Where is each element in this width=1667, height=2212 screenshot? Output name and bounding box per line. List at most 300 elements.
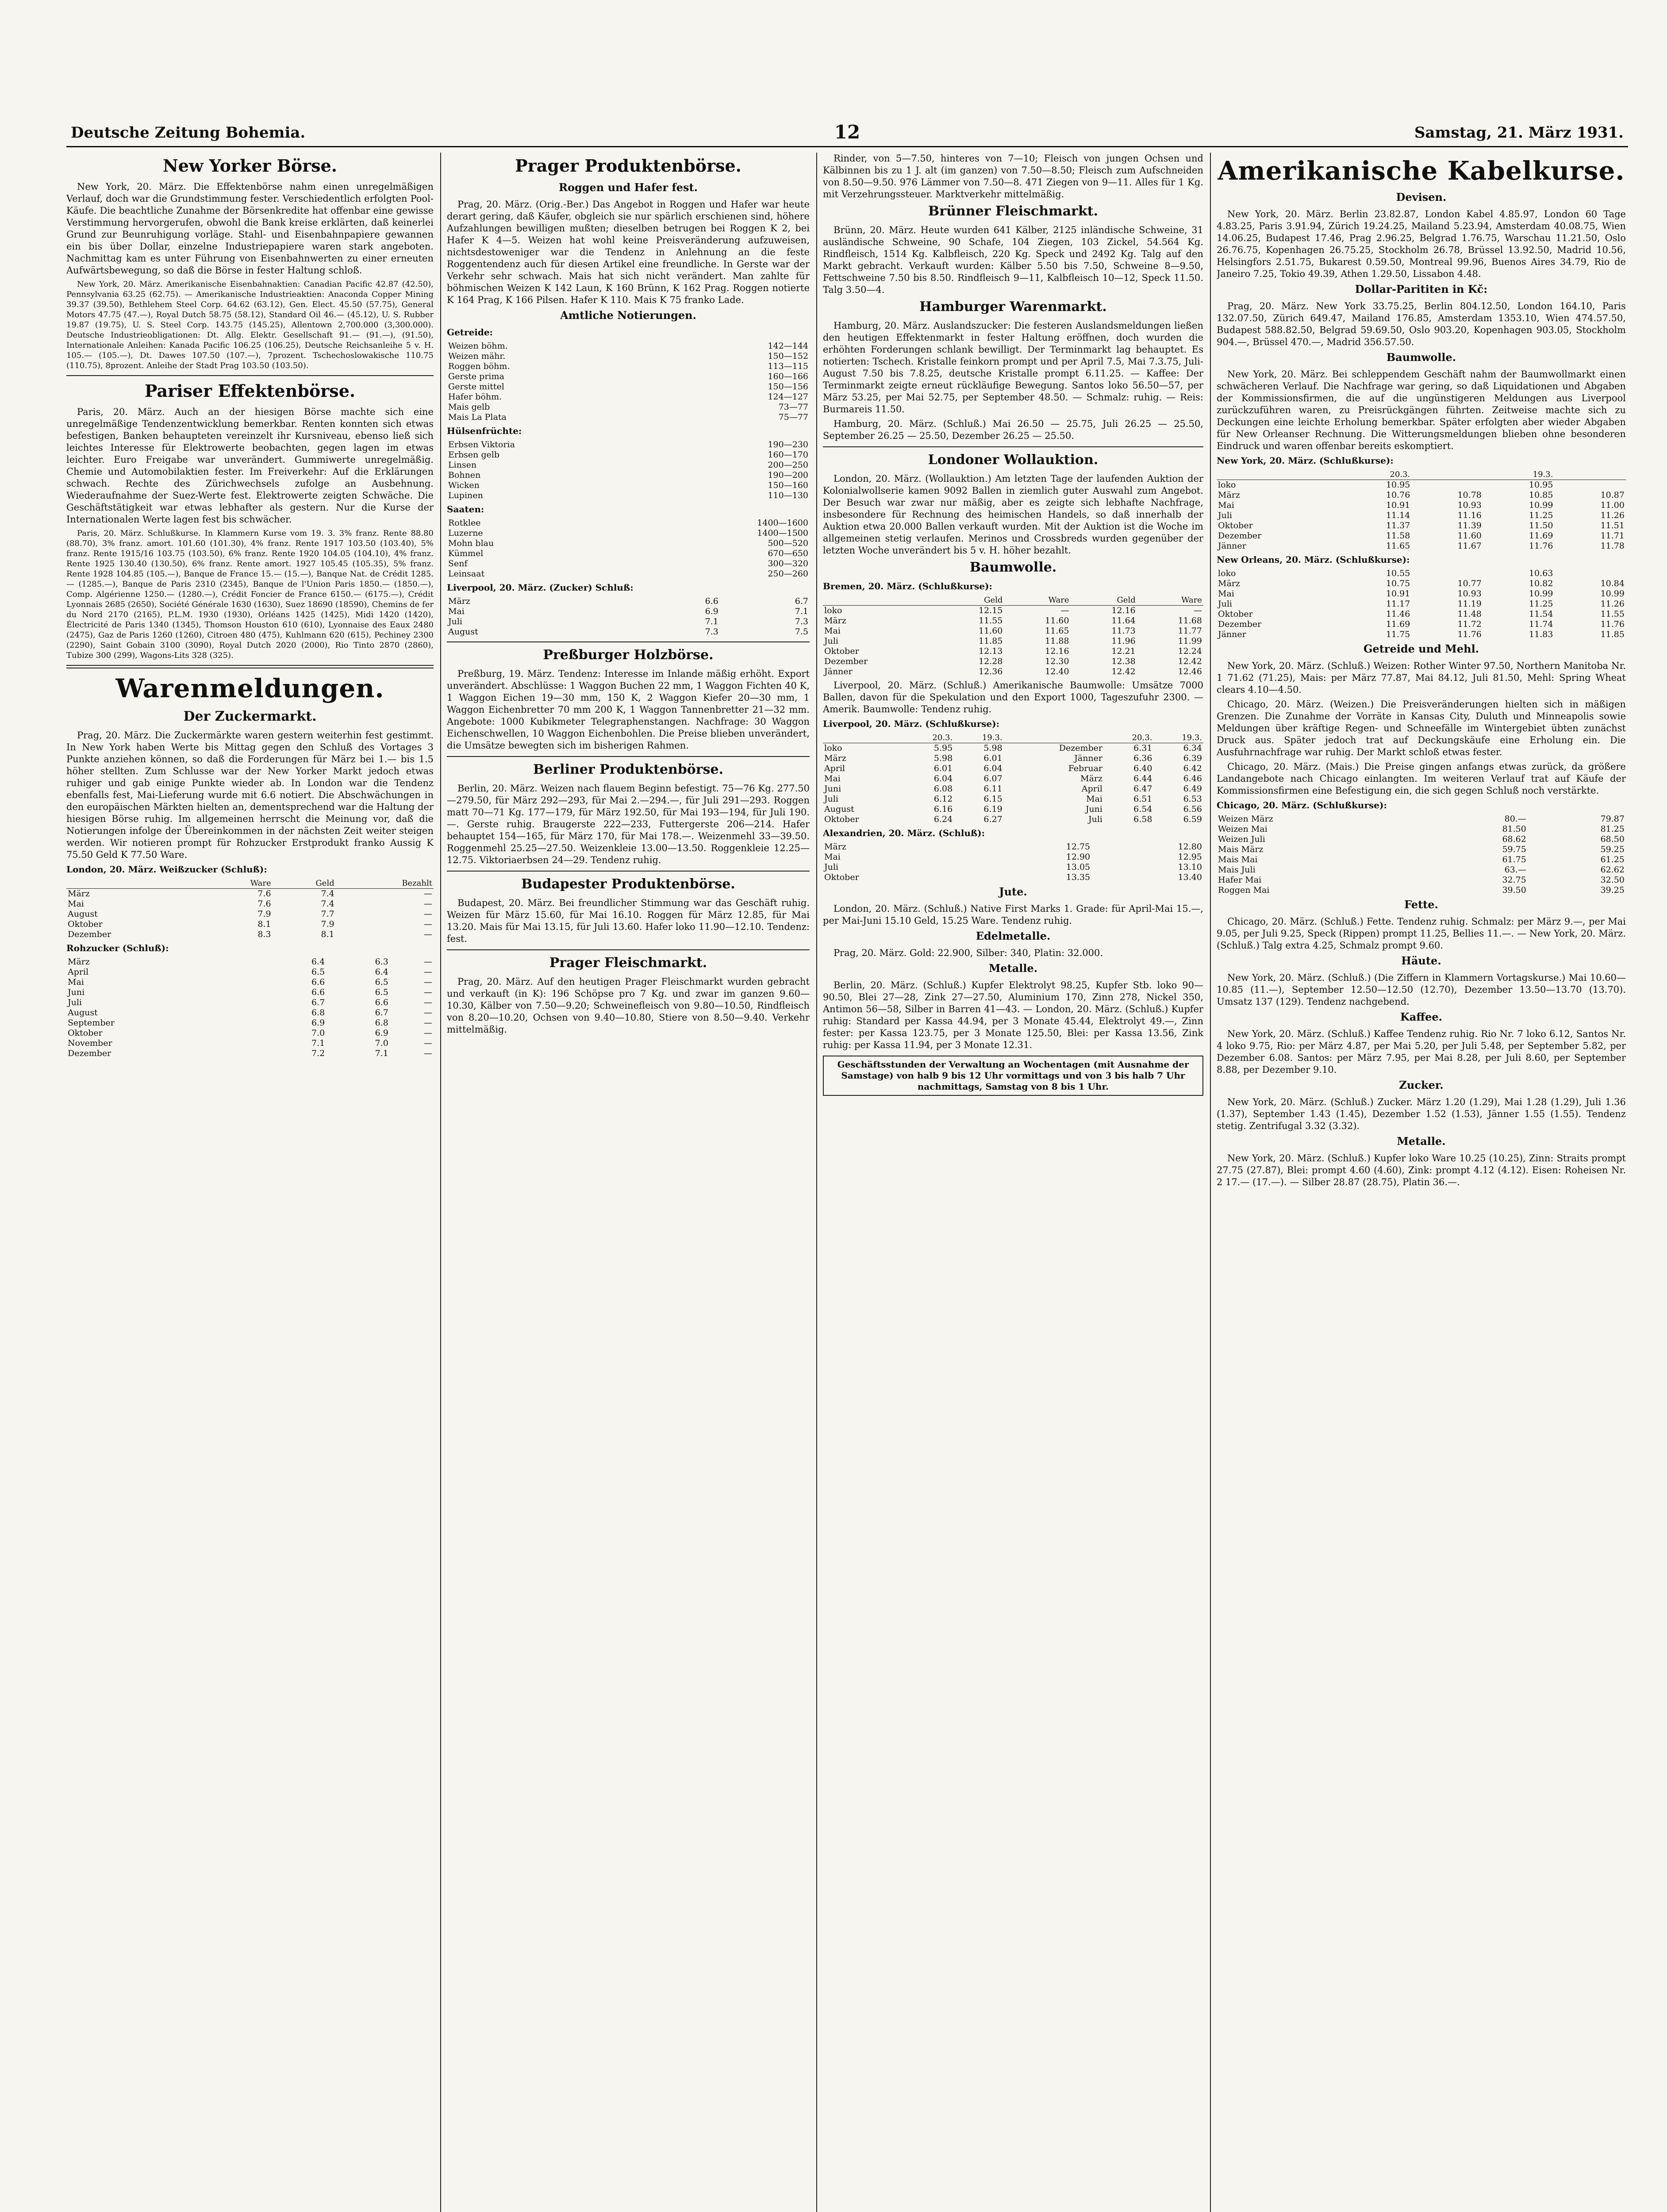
table-row: [447, 450, 810, 460]
table-header: 20.3.: [1340, 469, 1412, 480]
table-cell: 10.75: [1386, 579, 1410, 588]
table-cell: 6.6: [375, 998, 388, 1007]
table-cell: 6.08: [933, 784, 953, 794]
prager-produktenboerse-heading: Prager Produktenbörse.: [515, 156, 741, 176]
table-cell: 13.05: [1066, 862, 1091, 872]
table-cell: Gerste mittel: [448, 382, 504, 392]
kaffee-report: New York, 20. März. (Schluß.) Kaffee Tendenz ruhig. Rio Nr. 7 loko 6.12, Santos Nr. 4 loko 9.75, Rio: per März 4.87, per Mai 5.20, per Juli 5.48, per September 5.82, per Dezember 6.08. Santos: per März 7.95, per Mai 8.28, per Juli 8.60, per September 8.88, per Dezember 9.10.: [1217, 1029, 1626, 1075]
table-cell: 10.95: [1386, 480, 1410, 490]
table-cell: 1400—1600: [757, 518, 808, 528]
table-cell: 11.85: [1600, 630, 1625, 639]
table-row: [1217, 609, 1626, 619]
table-cell: Juli: [1088, 814, 1102, 824]
table-cell: 6.6: [311, 977, 325, 987]
table-cell: März: [1080, 774, 1102, 783]
table-cell: 11.68: [1178, 616, 1202, 626]
new-orleans-cotton-caption: New Orleans, 20. März. (Schlußkurse):: [1217, 554, 1410, 565]
devisen-report: New York, 20. März. Berlin 23.82.87, London Kabel 4.85.97, London 60 Tage 4.83.25, Paris 3.91.94, Zürich 19.24.25, Mailand 5.23.94, Amsterdam 40.08.75, Wien 14.06.25, Budapest 17.46, Prag 2.96.25, Belgrad 1.76.75, Warschau 11.21.50, Oslo 26.76.75, Kopenhagen 26.75.25, Stockholm 26.78, Brüssel 13.92.50, Madrid 10.56, Helsingfors 2.51.75, Bukarest 0.59.50, Montreal 99.96, Buenos Aires 34.79, Rio de Janeiro 7.25, Tokio 49.39, Athen 1.29.50, Lissabon 4.48.: [1217, 209, 1626, 279]
table-cell: —: [424, 1038, 432, 1048]
table-cell: 11.71: [1600, 531, 1625, 541]
table-row: [1217, 480, 1626, 491]
baumwolle-heading: Baumwolle.: [1386, 351, 1456, 364]
table-cell: 11.67: [1457, 541, 1482, 551]
table-cell: 81.25: [1600, 824, 1625, 834]
table-row: [1217, 568, 1626, 579]
table-cell: 11.26: [1600, 599, 1625, 609]
table-cell: 12.30: [1045, 657, 1069, 666]
table-cell: 11.46: [1386, 609, 1410, 619]
table-cell: März: [1218, 490, 1240, 500]
table-cell: Hafer Mai: [1218, 875, 1262, 885]
table-cell: 11.65: [1045, 626, 1069, 636]
table-cell: loko: [824, 606, 842, 615]
table-row: [1217, 531, 1626, 541]
table-cell: 6.8: [311, 1008, 325, 1018]
table-cell: 11.83: [1529, 630, 1553, 639]
table-row: [66, 889, 434, 899]
huelsenfruechte-table: [447, 440, 810, 501]
table-cell: Mais März: [1218, 845, 1264, 854]
office-hours-notice: Geschäftsstunden der Verwaltung an Wochentagen (mit Ausnahme der Samstage) von halb 9 bis 12 Uhr vormittags und von 3 bis halb 7 Uhr nachmittags, Samstag von 8 bis 1 Uhr.: [823, 1056, 1203, 1096]
ny-boerse-quotes: New York, 20. März. Amerikanische Eisenbahnaktien: Canadian Pacific 42.87 (42.50), Pennsylvania 63.25 (62.75). — Amerikanische Industrieaktien: Anaconda Copper Mining 39.37 (39.50), Bethlehem Steel Corp. 64.62 (63.12), Gen. Elect. 45.50 (57.75), General Motors 47.75 (47.—), Royal Dutch 58.75 (58.12), Standard Oil 46.— (45.12), U. S. Rubber 19.87 (19.75), U. S. Steel Corp. 143.75 (145.25), Allentown 2,700.000 (3,300.000). Deutsche Industrieobligationen: Dt. Allg. Elektr. Gesellschaft 91.— (91.—), (91.50), Internationale Anleihen: Kanada Pacific 106.25 (106.25), Deutsche Reichsanleihe 5 v. H. 105.— (105.—), Dt. Dawes 107.50 (107.—), 7prozent. Tschechoslowakische 110.75 (110.75), 8prozent. Anleihe der Stadt Prag 103.50 (103.50).: [66, 280, 434, 370]
table-row: [823, 626, 1203, 636]
table-row: [66, 967, 434, 977]
table-cell: 11.14: [1386, 511, 1410, 520]
table-row: [823, 862, 1203, 872]
table-row: [447, 351, 810, 361]
table-row: [447, 372, 810, 382]
table-cell: 11.78: [1600, 541, 1625, 551]
table-cell: 10.55: [1386, 568, 1410, 578]
pressburger-holzboerse-heading: Preßburger Holzbörse.: [543, 647, 714, 663]
table-row: [823, 814, 1203, 825]
table-cell: —: [424, 899, 432, 909]
table-cell: Kümmel: [448, 549, 484, 558]
table-row: [447, 491, 810, 501]
table-cell: Juli: [448, 617, 463, 626]
table-cell: 500—520: [768, 538, 808, 548]
table-cell: 6.47: [1133, 784, 1152, 794]
table-cell: August: [824, 804, 854, 814]
table-row: [66, 987, 434, 998]
table-cell: 11.60: [1457, 531, 1482, 541]
table-row: [823, 774, 1203, 784]
table-row: [66, 977, 434, 987]
table-cell: 11.88: [1045, 636, 1069, 646]
table-cell: 6.9: [375, 1028, 388, 1038]
table-cell: 11.25: [1529, 511, 1553, 520]
table-row: [1217, 875, 1626, 885]
table-row: [823, 606, 1203, 616]
table-cell: 6.8: [375, 1018, 388, 1028]
dollar-paritaeten-heading: Dollar-Parititen in Kč:: [1355, 283, 1488, 296]
table-row: [1217, 541, 1626, 551]
table-cell: 8.1: [321, 929, 334, 939]
table-cell: 11.39: [1457, 521, 1482, 530]
table-cell: 6.16: [933, 804, 953, 814]
table-cell: 39.25: [1600, 885, 1625, 895]
table-cell: 6.51: [1133, 794, 1152, 804]
table-cell: 12.38: [1111, 657, 1136, 666]
table-cell: Mai: [824, 626, 841, 636]
dollar-paritaeten-report: Prag, 20. März. New York 33.75.25, Berlin 804.12.50, London 164.10, Paris 132.07.50, Zürich 649.47, Mailand 176.85, Amsterdam 1353.10, Wien 474.57.50, Budapest 588.82.50, Belgrad 59.69.50, Oslo 903.20, Kopenhagen 903.05, Stockholm 904.—, Brüssel 470.—, Madrid 356.57.50.: [1217, 301, 1626, 347]
table-header: 19.3.: [1483, 469, 1555, 480]
table-row: [447, 440, 810, 450]
berliner-produktenboerse-report: Berlin, 20. März. Weizen nach flauem Beginn befestigt. 75—76 Kg. 277.50—279.50, für März 292—293, für Mai 2.—294.—, für Juli 291—293. Roggen matt 70—71 Kg. 177—179, für März 192.50, für Mai 193—194, für Juli 190.—. Gerste ruhig. Braugerste 222—233, Futtergerste 206—214. Hafer behauptet 154—165, für März 170, für Mai 178.—. Weizenmehl 33—39.50. Roggenmehl 25.25—27.50. Weizenkleie 13.00—13.50. Roggenkleie 12.25—12.75. Viktoriaerbsen 24—29. Tendenz ruhig.: [447, 783, 810, 865]
table-cell: 6.46: [1183, 774, 1202, 783]
chicago-grain-table: [1217, 814, 1626, 895]
table-cell: 11.76: [1457, 630, 1482, 639]
table-row: [66, 919, 434, 929]
table-cell: Jänner: [1218, 630, 1246, 639]
london-sugar-table: [66, 878, 434, 940]
table-cell: 190—200: [768, 470, 808, 480]
table-cell: August: [448, 627, 478, 637]
table-cell: 11.69: [1386, 619, 1410, 629]
table-cell: 73—77: [778, 402, 808, 412]
masthead: [66, 119, 1628, 147]
table-cell: Gerste prima: [448, 372, 504, 381]
kaffee-heading: Kaffee.: [1400, 1010, 1442, 1023]
table-row: [1217, 589, 1626, 599]
table-cell: 11.19: [1457, 599, 1482, 609]
table-cell: 6.31: [1133, 743, 1152, 753]
table-cell: 6.54: [1133, 804, 1152, 814]
metalle-heading: Metalle.: [1397, 1135, 1446, 1148]
table-row: [66, 957, 434, 967]
table-cell: 124—127: [768, 392, 808, 402]
pressburger-holzboerse-report: Preßburg, 19. März. Tendenz: Interesse im Inlande mäßig erhöht. Export unverändert. Abschlüsse: 1 Waggon Buchen 22 mm, 1 Waggon Fichten 40 K, 1 Waggon Eichen 19—30 mm, 150 K, 2 Waggon Kiefer 20—30 mm, 1 Waggon Eichenbretter 70 mm 200 K, 1 Waggon Tannenbretter 21—32 mm. Angebote: 1000 Kubikmeter Telegraphenstangen. Nachfrage: 30 Waggon Eichenschwellen, 10 Waggon Eichenbohlen. Die Preise blieben unverändert, die Umsätze bewegten sich im bisherigen Rahmen.: [447, 668, 810, 751]
table-cell: Mais Mai: [1218, 855, 1258, 864]
table-cell: 6.44: [1133, 774, 1152, 783]
table-cell: Oktober: [68, 919, 103, 929]
table-cell: 6.53: [1183, 794, 1202, 804]
table-row: [447, 361, 810, 372]
table-cell: 10.95: [1529, 480, 1553, 490]
table-row: [447, 392, 810, 402]
divider: [447, 949, 810, 950]
table-cell: —: [424, 967, 432, 977]
table-cell: 8.3: [257, 929, 271, 939]
table-cell: 11.58: [1386, 531, 1410, 541]
table-row: [447, 341, 810, 351]
table-row: [1217, 855, 1626, 865]
table-cell: Leinsaat: [448, 569, 485, 579]
devisen-heading: Devisen.: [1396, 191, 1447, 204]
table-cell: Oktober: [824, 646, 859, 656]
table-cell: 12.42: [1111, 667, 1136, 676]
table-cell: Mai: [824, 774, 841, 783]
table-cell: 10.82: [1529, 579, 1553, 588]
table-cell: 12.90: [1066, 852, 1091, 862]
table-cell: 190—230: [768, 440, 808, 449]
table-cell: 10.84: [1600, 579, 1625, 588]
table-cell: Weizen März: [1218, 814, 1273, 824]
table-cell: 6.59: [1183, 814, 1202, 824]
table-cell: 75—77: [778, 412, 808, 422]
zucker-report: New York, 20. März. (Schluß.) Zucker. März 1.20 (1.29), Mai 1.28 (1.29), Juli 1.36 (1.37), September 1.43 (1.45), Dezember 1.52 (1.53), Jänner 1.55 (1.55). Tendenz stetig. Zentrifugal 3.32 (3.32).: [1217, 1097, 1626, 1131]
table-cell: 10.76: [1386, 490, 1410, 500]
table-header-row: [823, 595, 1203, 606]
alexandrien-cotton-table: [823, 842, 1203, 883]
table-cell: Dezember: [824, 657, 868, 666]
table-cell: 11.00: [1600, 500, 1625, 510]
table-cell: Juli: [824, 794, 839, 804]
table-cell: März: [824, 616, 846, 626]
table-cell: 7.9: [257, 909, 271, 919]
table-row: [1217, 490, 1626, 500]
table-cell: 12.16: [1111, 606, 1136, 615]
table-cell: April: [1081, 784, 1102, 794]
paris-boerse-quotes: Paris, 20. März. Schlußkurse. In Klammern Kurse vom 19. 3. 3% franz. Rente 88.80 (88.70), 3% franz. amort. 101.60 (101.30), 4% franz. Rente 1917 103.50 (103.40), 5% franz. Rente 1915/16 103.75 (103.50), 6% franz. Rente 1920 104.05 (104.10), 4% franz. Rente 1925 130.40 (130.50), 6% franz. Rente amort. 1927 105.45 (105.35), 5% franz. Rente 1928 104.85 (105.—), Banque de France 15.— (15.—), Banque Nat. de Crédit 1285.— (1285.—), Banque de Paris 2310 (2345), Banque de l'Union Paris 1850.— (1850.—), Comp. Algérienne 1250.— (1280.—), Crédit Foncier de France 6150.— (6175.—), Crédit Lyonnais 2685 (2650), Société Générale 1630 (1630), Suez 18690 (18590), Chemins de fer du Nord 2170 (2165), P.L.M. 1930 (1930), Orléans 1425 (1425), Midi 1420 (1420), Électricité de Paris 1340 (1345), Thomson Houston 610 (610), Lyonnaise des Eaux 2480 (2475), Gaz de Paris 1260 (1260), Citroen 480 (475), Kuhlmann 620 (615), Pechiney 2300 (2290), Saint Gobain 3100 (3090), Royal Dutch 2020 (2000), Rio Tinto 2870 (2860), Tubize 300 (299), Wagons-Lits 328 (325).: [66, 529, 434, 660]
table-cell: Weizen böhm.: [448, 341, 508, 351]
table-cell: 11.65: [1386, 541, 1410, 551]
table-cell: Mai: [1218, 500, 1234, 510]
column-rule: [440, 153, 441, 2212]
rohzucker-table: [66, 957, 434, 1059]
table-cell: Mai: [68, 899, 84, 909]
table-row: [447, 480, 810, 491]
table-cell: Erbsen gelb: [448, 450, 500, 460]
table-cell: 200—250: [768, 460, 808, 470]
table-cell: Dezember: [1059, 743, 1102, 753]
table-cell: 7.6: [257, 889, 271, 899]
table-cell: Weizen mähr.: [448, 351, 506, 361]
metalle-report: Berlin, 20. März. (Schluß.) Kupfer Elektrolyt 98.25, Kupfer Stb. loko 90—90.50, Blei 27—28, Zink 27—27.50, Aluminium 170, Zinn 278, Nickel 350, Antimon 56—58, Silber in Barren 41—43. — London, 20. März. (Schluß.) Kupfer ruhig: Standard per Kassa 44.94, per 3 Monate 45.44, Elektrolyt 49.—, Zinn fester: per Kassa 123.75, per 3 Monate 125.50, Blei: per Kassa 13.56, Zink ruhig: per Kassa 11.94, per 3 Monate 12.31.: [823, 980, 1203, 1050]
table-header: Ware: [1004, 595, 1070, 606]
table-cell: Lupinen: [448, 491, 483, 500]
table-cell: Juli: [824, 862, 839, 872]
hamburg-kaffee-report: Hamburg, 20. März. (Schluß.) Mai 26.50 — 25.75, Juli 26.25 — 25.50, September 26.25 — 25.50, Dezember 26.25 — 25.50.: [823, 419, 1203, 441]
column-3: [823, 153, 1203, 2212]
table-row: [66, 1038, 434, 1048]
table-cell: 6.9: [705, 607, 718, 616]
baumwolle-report: New York, 20. März. Bei schleppendem Geschäft nahm der Baumwollmarkt einen schwächeren Verlauf. Die Nachfrage war gering, so daß Liquidationen und Abgaben der Kommissionsfirmen, die auf die ungünstigeren Meldungen aus Liverpool zurückzuführen waren, zu Preisrückgängen führten. Zeitweise machte sich zu Deckungen eine leichte Erholung bemerkbar. Später erfolgten aber wieder Abgaben für New Orleanser Rechnung. Die Witterungsmeldungen blieben ohne besonderen Eindruck und waren offenbar bereits eskomptiert.: [1217, 369, 1626, 451]
table-cell: —: [424, 929, 432, 939]
table-row: [1217, 865, 1626, 875]
table-row: [447, 518, 810, 528]
table-cell: 10.93: [1457, 589, 1482, 599]
table-header: 19.3.: [1153, 733, 1203, 743]
table-cell: 11.48: [1457, 609, 1482, 619]
table-cell: 113—115: [768, 361, 808, 371]
column-rule: [816, 153, 817, 2212]
table-cell: August: [68, 909, 98, 919]
table-cell: 59.75: [1502, 845, 1526, 854]
table-row: [1217, 845, 1626, 855]
table-cell: 11.25: [1529, 599, 1553, 609]
table-cell: 150—156: [768, 382, 808, 392]
table-cell: 11.55: [1600, 609, 1625, 619]
table-cell: Jänner: [1074, 753, 1102, 763]
table-cell: [1554, 568, 1626, 579]
hamburger-warenmarkt-heading: Hamburger Warenmarkt.: [919, 299, 1107, 315]
table-cell: 6.7: [375, 1008, 388, 1018]
column-2: [447, 153, 810, 2212]
table-cell: 6.49: [1183, 784, 1202, 794]
table-row: [447, 538, 810, 549]
table-cell: 7.6: [257, 899, 271, 909]
table-cell: 11.16: [1457, 511, 1482, 520]
table-cell: 11.55: [978, 616, 1003, 626]
table-cell: 12.36: [978, 667, 1003, 676]
getreide-mehl-heading: Getreide und Mehl.: [1363, 642, 1479, 655]
bremen-caption: Bremen, 20. März. (Schlußkurse):: [823, 581, 992, 591]
table-cell: 12.16: [1045, 646, 1069, 656]
table-cell: 13.35: [1066, 872, 1091, 882]
metalle-report: New York, 20. März. (Schluß.) Kupfer loko Ware 10.25 (10.25), Zinn: Straits prompt 27.75 (27.87), Blei: prompt 4.60 (4.60), Zink: prompt 4.12 (4.12). Eisen: Roheisen Nr. 2 17.— (17.—). — Silber 28.87 (28.75), Platin 36.—.: [1217, 1153, 1626, 1187]
table-cell: Oktober: [824, 872, 859, 882]
table-cell: Oktober: [68, 1028, 103, 1038]
table-cell: [1411, 568, 1483, 579]
table-cell: 11.37: [1386, 521, 1410, 530]
table-cell: 7.3: [795, 617, 808, 626]
table-cell: 6.58: [1133, 814, 1152, 824]
table-cell: Mais La Plata: [448, 412, 507, 422]
table-cell: 11.54: [1529, 609, 1553, 619]
new-orleans-cotton-table: [1217, 568, 1626, 640]
table-cell: 10.99: [1529, 589, 1553, 599]
table-cell: loko: [824, 743, 842, 753]
table-cell: 670—650: [768, 549, 808, 558]
masthead-date: Samstag, 21. März 1931.: [1414, 124, 1624, 142]
table-header: 19.3.: [954, 733, 1003, 743]
table-cell: —: [424, 1048, 432, 1058]
table-cell: 7.1: [705, 617, 718, 626]
table-cell: 10.87: [1600, 490, 1625, 500]
table-cell: 12.28: [978, 657, 1003, 666]
table-row: [1217, 500, 1626, 511]
divider: [66, 375, 434, 376]
table-header: 20.3.: [1104, 733, 1153, 743]
table-cell: September: [68, 1018, 115, 1028]
table-cell: 150—160: [768, 480, 808, 490]
table-cell: 250—260: [768, 569, 808, 579]
getreide-table: [447, 341, 810, 422]
table-cell: 11.85: [978, 636, 1003, 646]
table-cell: April: [68, 967, 89, 977]
table-row: [447, 607, 810, 617]
table-cell: 39.50: [1502, 885, 1526, 895]
table-cell: 10.91: [1386, 500, 1410, 510]
divider: [447, 641, 810, 642]
table-cell: 6.01: [983, 753, 1003, 763]
prager-subheading: Roggen und Hafer fest.: [559, 181, 698, 194]
table-cell: 79.87: [1600, 814, 1625, 824]
table-cell: Mai: [68, 977, 84, 987]
table-row: [447, 596, 810, 607]
liverpool-sugar-table: [447, 596, 810, 637]
table-cell: —: [424, 1018, 432, 1028]
table-cell: 6.07: [983, 774, 1003, 783]
table-cell: März: [824, 842, 846, 852]
table-row: [447, 627, 810, 637]
table-row: [1217, 511, 1626, 521]
table-cell: 6.39: [1183, 753, 1202, 763]
table-header: Geld: [1071, 595, 1137, 606]
prager-fleischmarkt-heading: Prager Fleischmarkt.: [549, 955, 707, 971]
table-cell: 7.9: [321, 919, 334, 929]
table-cell: Roggen Mai: [1218, 885, 1270, 895]
table-cell: Mai: [1086, 794, 1102, 804]
chicago-weizen-report: Chicago, 20. März. (Weizen.) Die Preisveränderungen hielten sich in mäßigen Grenzen. Die Zunahme der Vorräte in Kansas City, Duluth und Minneapolis sowie Meldungen über kräftige Regen- und Schneefälle im Wintergebiet übten zunächst Druck aus. Später jedoch trat auf Deckungskäufe eine Erholung ein. Die Ausfuhrnachfrage war ruhig. Der Markt schloß etwas fester.: [1217, 699, 1626, 757]
table-cell: 68.50: [1600, 834, 1625, 844]
table-cell: 7.1: [311, 1038, 325, 1048]
table-cell: 6.36: [1133, 753, 1152, 763]
table-cell: 6.42: [1183, 764, 1202, 773]
table-row: [1217, 599, 1626, 609]
edelmetalle-heading: Edelmetalle.: [976, 929, 1051, 942]
liverpool-cotton-table: [823, 733, 1203, 825]
table-cell: Juli: [68, 998, 82, 1007]
table-cell: 61.25: [1600, 855, 1625, 864]
table-cell: Dezember: [1218, 619, 1262, 629]
table-cell: 6.7: [795, 596, 808, 606]
table-cell: Dezember: [68, 929, 111, 939]
table-cell: Senf: [448, 559, 468, 568]
table-row: [447, 569, 810, 579]
table-row: [447, 617, 810, 627]
table-cell: Erbsen Viktoria: [448, 440, 515, 449]
kabelkurse-heading: Amerikanische Kabelkurse.: [1218, 156, 1625, 186]
table-row: [66, 929, 434, 940]
table-cell: Februar: [1068, 764, 1102, 773]
table-cell: 32.75: [1502, 875, 1526, 885]
masthead-paper-name: Deutsche Zeitung Bohemia.: [71, 124, 306, 142]
table-cell: Rotklee: [448, 518, 481, 528]
table-cell: 300—320: [768, 559, 808, 568]
table-cell: 11.96: [1111, 636, 1136, 646]
table-cell: 68.62: [1502, 834, 1526, 844]
table-cell: 10.85: [1529, 490, 1553, 500]
table-cell: —: [424, 957, 432, 967]
table-cell: 12.40: [1045, 667, 1069, 676]
table-cell: Mohn blau: [448, 538, 494, 548]
table-row: [447, 460, 810, 470]
column-rule: [1210, 153, 1211, 2212]
table-cell: 7.5: [795, 627, 808, 637]
haeute-heading: Häute.: [1401, 954, 1441, 967]
table-cell: November: [68, 1038, 112, 1048]
table-cell: März: [824, 753, 846, 763]
table-row: [66, 909, 434, 919]
table-cell: 13.10: [1178, 862, 1202, 872]
table-cell: 6.4: [375, 967, 388, 977]
table-cell: 32.50: [1600, 875, 1625, 885]
table-cell: 12.80: [1178, 842, 1202, 852]
huelsenfruechte-caption: Hülsenfrüchte:: [447, 426, 522, 436]
table-cell: 11.74: [1529, 619, 1553, 629]
table-row: [447, 470, 810, 480]
baumwolle-heading: Baumwolle.: [969, 560, 1057, 575]
table-row: [1217, 630, 1626, 640]
table-cell: 11.73: [1111, 626, 1136, 636]
table-cell: 7.4: [321, 899, 334, 909]
table-cell: [1554, 480, 1626, 491]
divider: [823, 446, 1203, 447]
column-1: [66, 153, 434, 2212]
liverpool-cotton-caption: Liverpool, 20. März. (Schlußkurse):: [823, 718, 1000, 729]
table-cell: Juni: [68, 987, 85, 997]
table-cell: März: [68, 889, 90, 899]
table-cell: 10.77: [1457, 579, 1482, 588]
table-row: [1217, 814, 1626, 824]
table-cell: 59.25: [1600, 845, 1625, 854]
table-cell: 6.6: [705, 596, 718, 606]
table-cell: 81.50: [1502, 824, 1526, 834]
table-cell: 6.01: [933, 764, 953, 773]
table-cell: 160—166: [768, 372, 808, 381]
